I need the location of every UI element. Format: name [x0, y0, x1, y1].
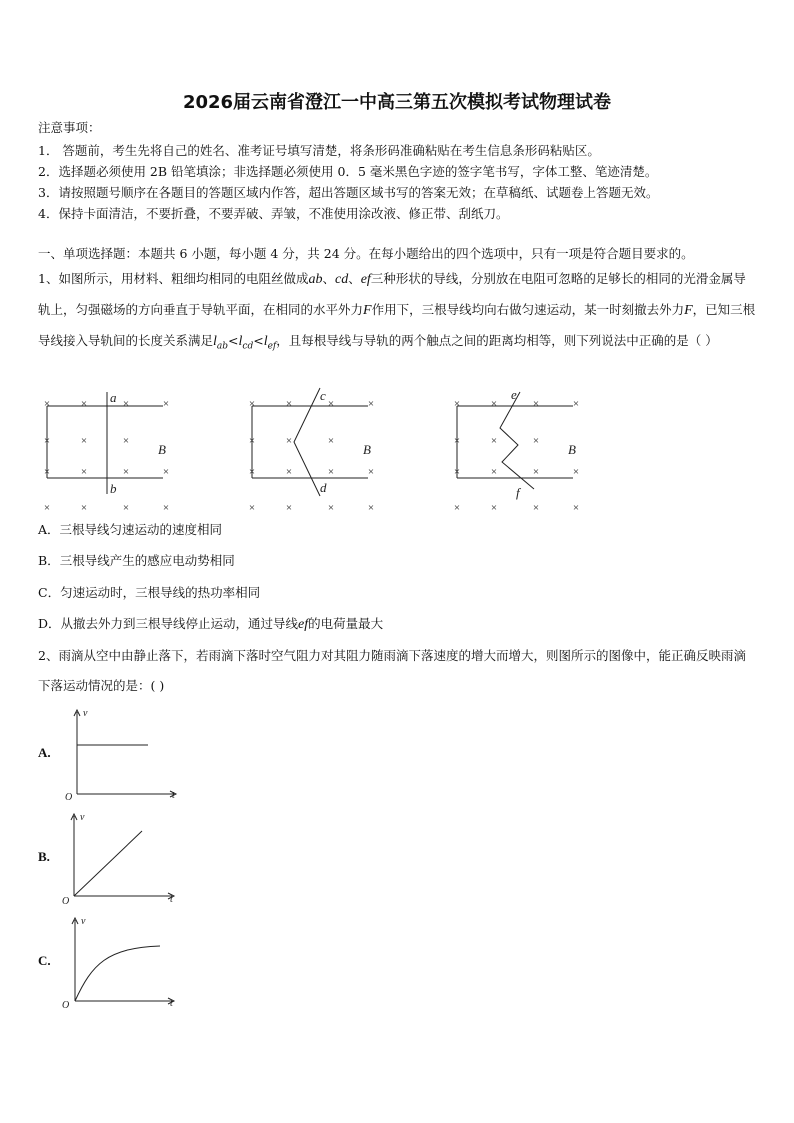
- field-x-mark: ×: [122, 398, 130, 410]
- field-x-mark: ×: [122, 502, 130, 514]
- field-x-mark: ×: [122, 435, 130, 447]
- graph-b-y-label: v: [80, 812, 85, 823]
- field-x-mark: ×: [285, 398, 293, 410]
- graph-a-origin: O: [65, 792, 73, 803]
- q1-option-b[interactable]: B．三根导线产生的感应电动势相同: [38, 553, 235, 568]
- field-x-mark: ×: [490, 398, 498, 410]
- field-x-mark: ×: [572, 502, 580, 514]
- graph-c-origin: O: [62, 1000, 70, 1011]
- field-x-mark: ×: [43, 398, 51, 410]
- label-c: c: [320, 388, 326, 403]
- graph-b-curve: [74, 831, 142, 896]
- field-x-mark: ×: [367, 502, 375, 514]
- graph-b-x-label: t: [170, 894, 173, 905]
- graph-c-curve: [75, 946, 160, 1001]
- label-B-3: B: [568, 442, 576, 457]
- field-x-mark: ×: [248, 398, 256, 410]
- label-B-2: B: [363, 442, 371, 457]
- field-x-mark: ×: [367, 466, 375, 478]
- graph-c: [62, 912, 187, 1012]
- label-d: d: [320, 480, 327, 495]
- label-a: a: [110, 390, 117, 405]
- graph-a: [62, 704, 187, 804]
- field-x-mark: ×: [122, 466, 130, 478]
- field-x-mark: ×: [80, 502, 88, 514]
- field-x-mark: ×: [327, 398, 335, 410]
- rail-figure-2: [252, 406, 368, 478]
- field-x-mark: ×: [285, 435, 293, 447]
- graph-a-x-label: t: [172, 790, 175, 801]
- rail-figure-1: [47, 406, 163, 478]
- graph-c-y-label: v: [81, 916, 86, 927]
- field-x-mark: ×: [367, 398, 375, 410]
- wire-ef: [500, 392, 534, 489]
- field-x-mark: ×: [490, 466, 498, 478]
- field-x-mark: ×: [248, 502, 256, 514]
- field-x-mark: ×: [162, 502, 170, 514]
- section-header: 一、单项选择题：本题共 6 小题，每小题 4 分，共 24 分。在每小题给出的四个选项中，只有一项是符合题目要求的。: [38, 246, 694, 261]
- field-x-mark: ×: [490, 435, 498, 447]
- page-title: 2026届云南省澄江一中高三第五次模拟考试物理试卷: [182, 92, 612, 113]
- field-x-mark: ×: [532, 466, 540, 478]
- field-x-mark: ×: [285, 502, 293, 514]
- rail-figures: [30, 385, 600, 517]
- wire-cd: [294, 388, 320, 496]
- label-B-1: B: [158, 442, 166, 457]
- field-x-mark: ×: [327, 466, 335, 478]
- q2-option-a[interactable]: A.: [38, 745, 51, 760]
- field-x-mark: ×: [248, 466, 256, 478]
- field-x-mark: ×: [532, 398, 540, 410]
- field-x-mark: ×: [327, 435, 335, 447]
- field-x-mark: ×: [248, 435, 256, 447]
- field-x-mark: ×: [532, 435, 540, 447]
- question-1-text: 1、如图所示，用材料、粗细均相同的电阻丝做成ab、cd、ef三种形状的导线，分别放在电阻可忽略的足够长的相同的光滑金属导轨上，匀强磁场的方向垂直于导轨平面，在相同的水平外力F作用下，三根导线均向右做匀速运动，某一时刻撤去外力F，已知三根导线接入导轨间的长度关系满足$l_{ab}<l_{cd}<l_{ef}$，且每根导线与导轨的两个触点之间的距离均相等，则下列说法中正确的是（ ）: [38, 271, 756, 352]
- field-x-mark: ×: [453, 435, 461, 447]
- field-x-mark: ×: [532, 502, 540, 514]
- graph-b-origin: O: [62, 896, 70, 907]
- notice-item-1: 1． 答题前，考生先将自己的姓名、准考证号填写清楚，将条形码准确粘贴在考生信息条形码粘贴区。: [38, 143, 600, 158]
- field-x-mark: ×: [285, 466, 293, 478]
- q2-option-b[interactable]: B.: [38, 849, 50, 864]
- field-x-mark: ×: [162, 466, 170, 478]
- field-x-mark: ×: [327, 502, 335, 514]
- field-x-mark: ×: [162, 398, 170, 410]
- field-x-mark: ×: [453, 502, 461, 514]
- q1-option-d[interactable]: D．从撤去外力到三根导线停止运动，通过导线ef的电荷量最大: [38, 616, 384, 632]
- field-x-mark: ×: [572, 466, 580, 478]
- notice-heading: 注意事项：: [38, 120, 101, 135]
- notice-item-4: 4．保持卡面清洁，不要折叠，不要弄破、弄皱，不准使用涂改液、修正带、刮纸刀。: [38, 206, 509, 221]
- question-2-text: 2、雨滴从空中由静止落下，若雨滴下落时空气阻力对其阻力随雨滴下落速度的增大而增大，则图所示的图像中，能正确反映雨滴下落运动情况的是：( ): [38, 648, 746, 693]
- field-x-mark: ×: [453, 466, 461, 478]
- field-x-mark: ×: [490, 502, 498, 514]
- field-x-mark: ×: [80, 398, 88, 410]
- field-x-mark: ×: [43, 502, 51, 514]
- q2-option-c[interactable]: C.: [38, 953, 51, 968]
- label-f: f: [516, 485, 520, 500]
- field-x-mark: ×: [572, 398, 580, 410]
- field-x-mark: ×: [80, 435, 88, 447]
- field-x-mark: ×: [80, 466, 88, 478]
- label-e: e: [511, 387, 517, 402]
- label-b: b: [110, 481, 117, 496]
- graph-a-y-label: v: [83, 708, 88, 719]
- graph-c-x-label: t: [170, 998, 173, 1009]
- graph-b: [62, 808, 187, 908]
- q1-option-c[interactable]: C．匀速运动时，三根导线的热功率相同: [38, 585, 261, 600]
- field-x-mark: ×: [43, 435, 51, 447]
- q1-option-a[interactable]: A．三根导线匀速运动的速度相同: [38, 522, 223, 537]
- field-x-mark: ×: [43, 466, 51, 478]
- notice-item-2: 2．选择题必须使用 2B 铅笔填涂；非选择题必须使用 0．5 毫米黑色字迹的签字笔书写，字体工整、笔迹清楚。: [38, 164, 658, 179]
- field-x-mark: ×: [453, 398, 461, 410]
- notice-item-3: 3．请按照题号顺序在各题目的答题区域内作答，超出答题区域书写的答案无效；在草稿纸、试题卷上答题无效。: [38, 185, 659, 200]
